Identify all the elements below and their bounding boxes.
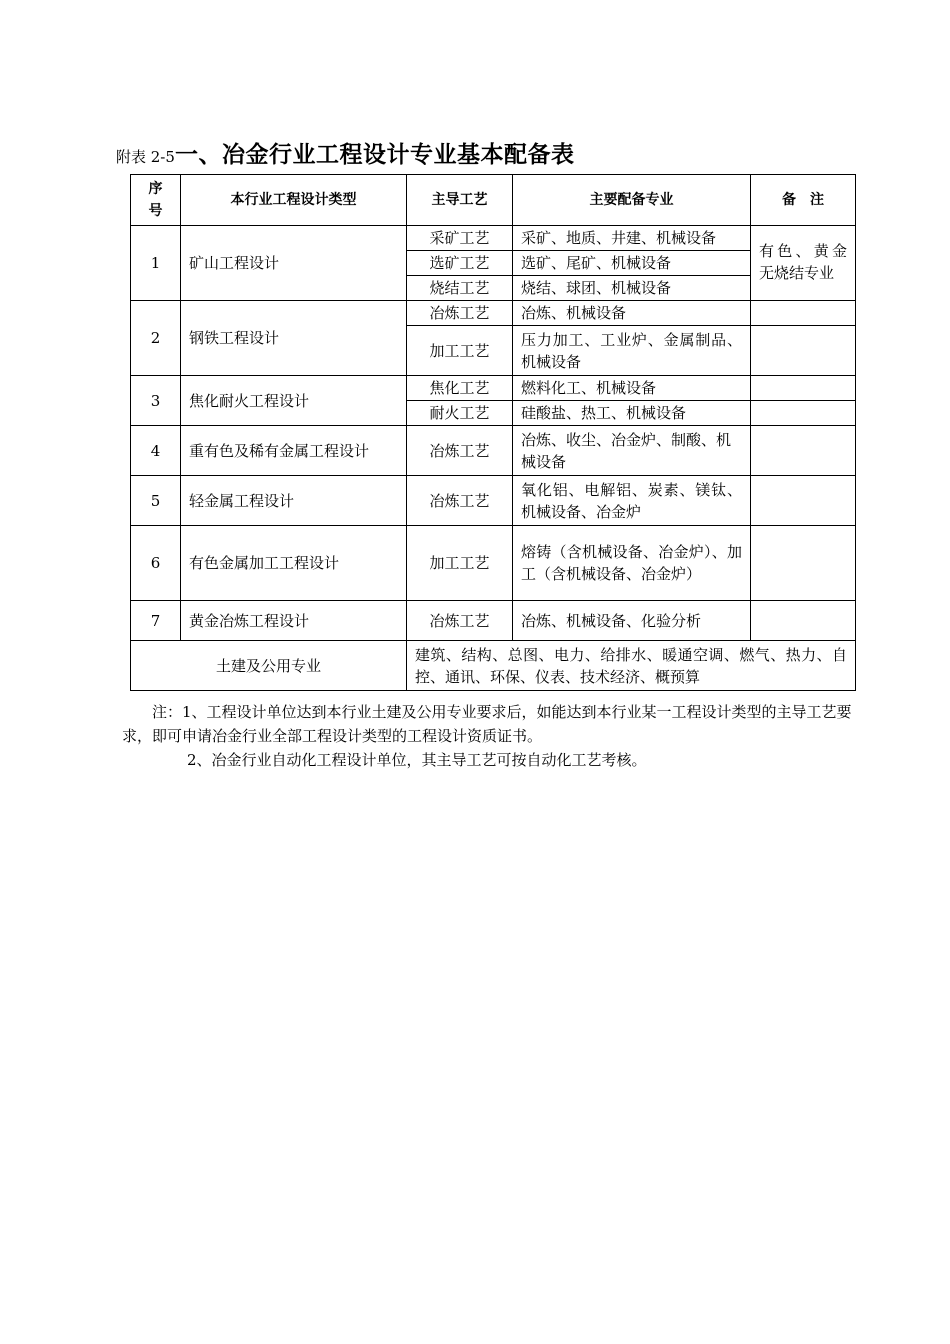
row-majors: 烧结、球团、机械设备 [513,276,751,301]
row-majors: 熔铸（含机械设备、冶金炉）、加工（含机械设备、冶金炉） [513,526,751,601]
row-type: 钢铁工程设计 [181,301,407,376]
note-1: 注：1、工程设计单位达到本行业土建及公用专业要求后，如能达到本行业某一工程设计类型的主导工艺要求，即可申请冶金行业全部工程设计类型的工程设计资质证书。 [122,703,852,745]
row-remark-empty [751,326,856,376]
table-row [131,301,856,326]
row-process: 采矿工艺 [407,226,513,251]
table-row [131,526,856,601]
row-majors: 选矿、尾矿、机械设备 [513,251,751,276]
row-majors: 燃料化工、机械设备 [513,376,751,401]
header-majors: 主要配备专业 [513,175,751,226]
config-table [130,174,856,691]
row-majors: 采矿、地质、井建、机械设备 [513,226,751,251]
row-majors: 冶炼、收尘、冶金炉、制酸、机械设备 [513,426,751,476]
table-row [131,226,856,251]
notes [122,700,852,772]
header-type: 本行业工程设计类型 [181,175,407,226]
row-remark [751,601,856,641]
header-row [131,175,856,226]
footer-label: 土建及公用专业 [131,641,407,691]
row-seq: 5 [131,476,181,526]
note-2: 2、冶金行业自动化工程设计单位，其主导工艺可按自动化工艺考核。 [187,751,647,769]
row-seq: 1 [131,226,181,301]
footer-majors: 建筑、结构、总图、电力、给排水、暖通空调、燃气、热力、自控、通讯、环保、仪表、技术经济、概预算 [407,641,856,691]
row-remark [751,476,856,526]
row-type: 轻金属工程设计 [181,476,407,526]
row-process: 冶炼工艺 [407,301,513,326]
title-prefix: 附表 2-5 [116,148,175,166]
row-type: 有色金属加工工程设计 [181,526,407,601]
header-seq: 序号 [131,175,181,226]
row-type: 黄金冶炼工程设计 [181,601,407,641]
row-process: 烧结工艺 [407,276,513,301]
row-process: 焦化工艺 [407,376,513,401]
row-process: 耐火工艺 [407,401,513,426]
header-process: 主导工艺 [407,175,513,226]
row-seq: 7 [131,601,181,641]
header-remark: 备 注 [751,175,856,226]
table-row [131,376,856,401]
row-process: 加工工艺 [407,526,513,601]
row-seq: 6 [131,526,181,601]
row-majors: 冶炼、机械设备 [513,301,751,326]
row-remark [751,426,856,476]
row-process: 冶炼工艺 [407,426,513,476]
row-remark [751,526,856,601]
table-row [131,476,856,526]
footer-row [131,641,856,691]
row-seq: 2 [131,301,181,376]
row-seq: 4 [131,426,181,476]
table-row [131,601,856,641]
page-title [116,136,574,169]
row-seq: 3 [131,376,181,426]
row-process: 加工工艺 [407,326,513,376]
row-majors: 氧化铝、电解铝、炭素、镁钛、机械设备、冶金炉 [513,476,751,526]
row-process: 选矿工艺 [407,251,513,276]
row-type: 矿山工程设计 [181,226,407,301]
title-main: 一、冶金行业工程设计专业基本配备表 [174,141,575,168]
row-remark [751,301,856,326]
row-remark: 有色、黄金无烧结专业 [751,226,856,301]
row-remark-empty [751,401,856,426]
row-majors: 压力加工、工业炉、金属制品、机械设备 [513,326,751,376]
row-majors: 冶炼、机械设备、化验分析 [513,601,751,641]
row-type: 重有色及稀有金属工程设计 [181,426,407,476]
row-process: 冶炼工艺 [407,601,513,641]
row-remark [751,376,856,401]
table-row [131,426,856,476]
row-type: 焦化耐火工程设计 [181,376,407,426]
row-process: 冶炼工艺 [407,476,513,526]
row-majors: 硅酸盐、热工、机械设备 [513,401,751,426]
